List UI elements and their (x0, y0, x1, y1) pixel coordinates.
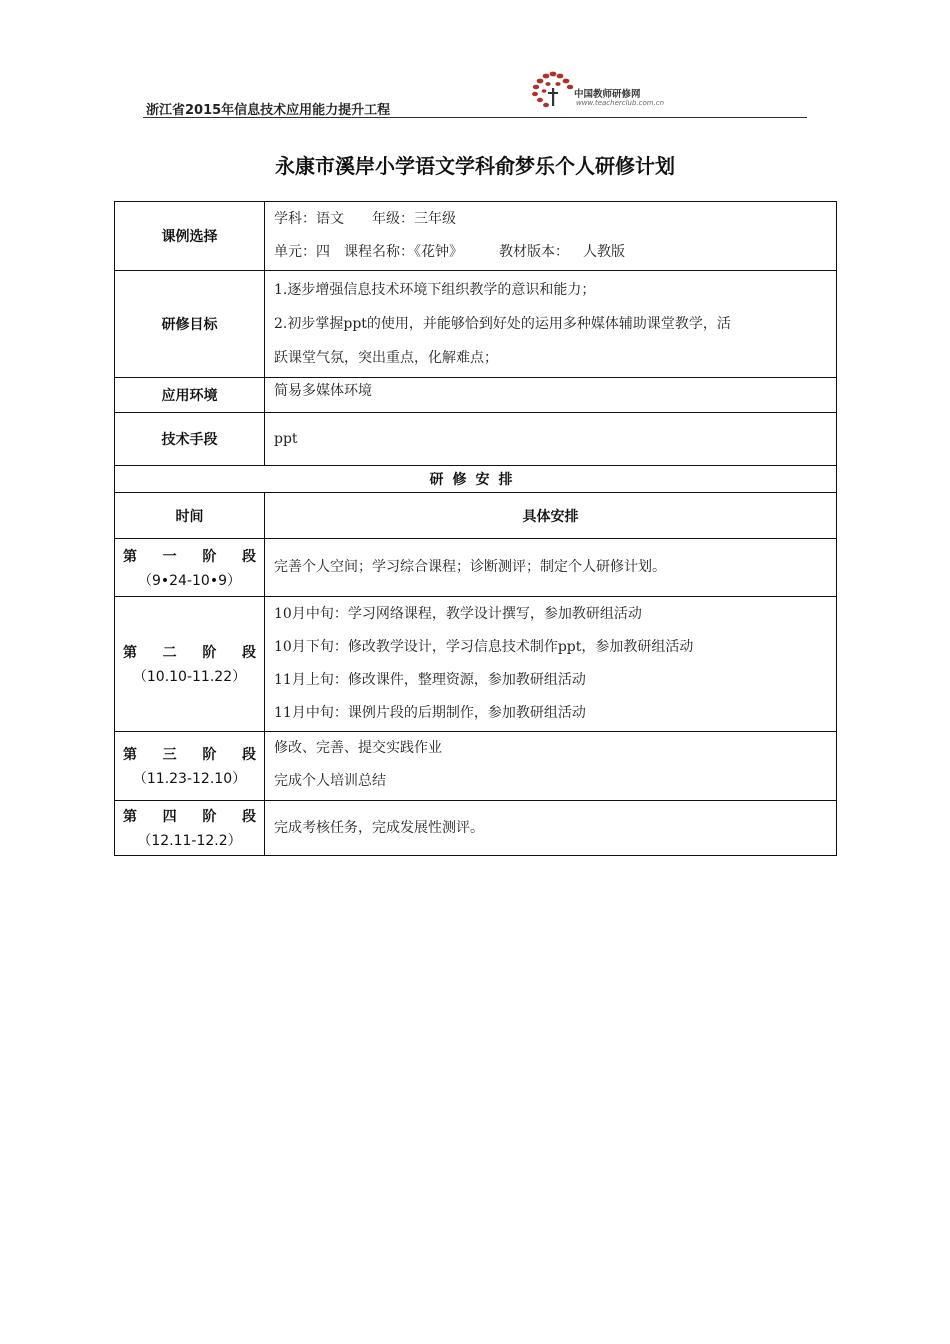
stage-3-item: 修改、完善、提交实践作业 (274, 740, 442, 756)
logo-tree-icon (526, 70, 576, 110)
stage-1-item: 完善个人空间；学习综合课程；诊断测评；制定个人研修计划。 (274, 559, 666, 575)
teacherclub-logo (526, 70, 676, 110)
goal-line-2: 2.初步掌握ppt的使用，并能够恰到好处的运用多种媒体辅助课堂教学，活 (274, 316, 731, 332)
plan-table (114, 201, 837, 856)
header-rule (143, 117, 807, 118)
env-value: 简易多媒体环境 (265, 378, 837, 413)
stage-1-detail (265, 539, 837, 597)
stage-4-detail (265, 801, 837, 856)
tech-label: 技术手段 (115, 413, 265, 466)
stage-3-date: （11.23-12.10） (132, 771, 247, 787)
col-time-header: 时间 (115, 493, 265, 539)
page-title: 永康市溪岸小学语文学科俞梦乐个人研修计划 (275, 154, 675, 178)
section-title: 研修安排 (115, 466, 837, 493)
stage-4-date: （12.11-12.2） (137, 833, 242, 849)
stage-2-detail (265, 597, 837, 732)
stage-1-name: 第 一 阶 段 (123, 548, 256, 565)
row-goal (115, 271, 837, 378)
grade-value: 三年级 (414, 211, 456, 227)
logo-name: 中国教师研修网 (574, 89, 641, 100)
stage-4-item: 完成考核任务，完成发展性测评。 (274, 819, 484, 836)
course-line-2 (274, 236, 836, 269)
col-detail-header: 具体安排 (265, 493, 837, 539)
goal-label: 研修目标 (115, 271, 265, 378)
stage-3-item: 完成个人培训总结 (274, 773, 386, 789)
course-cell (265, 202, 837, 271)
stage-2-time (115, 597, 265, 732)
course-name-label: 课程名称： (344, 244, 414, 260)
course-name-value: 《花钟》 (414, 244, 463, 260)
stage-1-date: （9•24-10•9） (137, 572, 241, 589)
row-section (115, 466, 837, 493)
row-course (115, 202, 837, 271)
grade-label: 年级： (372, 211, 414, 227)
stage-3-name: 第 三 阶 段 (123, 747, 256, 763)
row-stage-1 (115, 539, 837, 597)
stage-3-detail (265, 732, 837, 801)
header-org-text: 浙江省2015年信息技术应用能力提升工程 (146, 103, 391, 118)
row-env (115, 378, 837, 413)
stage-3-time (115, 732, 265, 801)
row-tech (115, 413, 837, 466)
stage-2-item: 11月中旬：课例片段的后期制作，参加教研组活动 (274, 705, 586, 721)
unit-value: 四 (316, 244, 330, 260)
goal-line-3: 跃课堂气氛，突出重点，化解难点； (274, 350, 498, 366)
logo-url: www.teacherclub.com.cn (576, 99, 665, 107)
stage-4-name: 第 四 阶 段 (123, 809, 256, 825)
course-label: 课例选择 (115, 202, 265, 271)
goal-line-1: 1.逐步增强信息技术环境下组织教学的意识和能力； (274, 282, 596, 298)
subject-label: 学科： (274, 211, 316, 227)
stage-2-date: （10.10-11.22） (132, 669, 247, 685)
row-col-headers (115, 493, 837, 539)
subject-value: 语文 (316, 211, 344, 227)
edition-label: 教材版本： (499, 244, 569, 260)
env-label: 应用环境 (115, 378, 265, 413)
stage-2-name: 第 二 阶 段 (123, 645, 256, 661)
edition-value: 人教版 (583, 244, 625, 260)
stage-1-time (115, 539, 265, 597)
stage-2-item: 10月中旬：学习网络课程，教学设计撰写，参加教研组活动 (274, 606, 642, 622)
row-stage-2 (115, 597, 837, 732)
unit-label: 单元： (274, 244, 316, 260)
goal-cell (265, 271, 837, 378)
stage-2-item: 10月下旬：修改教学设计，学习信息技术制作ppt，参加教研组活动 (274, 639, 694, 655)
stage-2-item: 11月上旬：修改课件，整理资源，参加教研组活动 (274, 672, 586, 688)
course-line-1 (274, 203, 836, 236)
row-stage-4 (115, 801, 837, 856)
row-stage-3 (115, 732, 837, 801)
tech-value: ppt (265, 413, 837, 466)
stage-4-time (115, 801, 265, 856)
